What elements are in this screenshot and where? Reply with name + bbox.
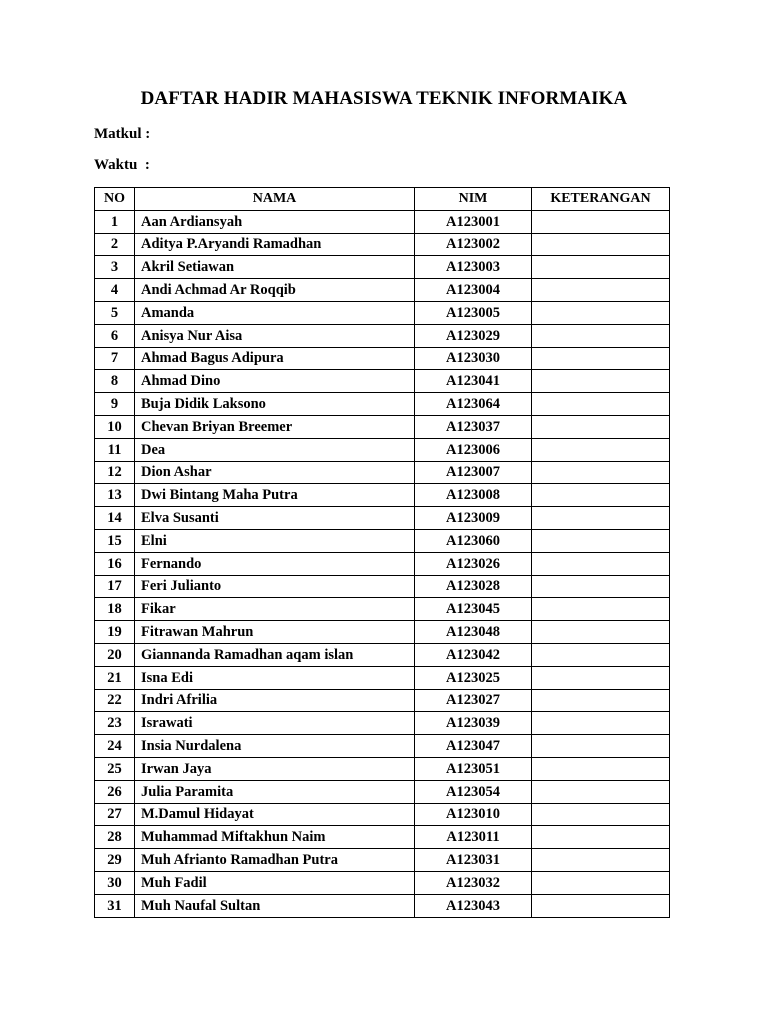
- table-row: [95, 894, 670, 917]
- cell-nim: A123041: [415, 370, 532, 393]
- cell-keterangan: [532, 780, 670, 803]
- table-row: [95, 370, 670, 393]
- cell-nama: Dion Ashar: [135, 461, 415, 484]
- table-row: [95, 826, 670, 849]
- cell-no: 20: [95, 643, 135, 666]
- cell-no: 7: [95, 347, 135, 370]
- cell-nim: A123011: [415, 826, 532, 849]
- cell-nim: A123002: [415, 233, 532, 256]
- matkul-label: Matkul :: [94, 126, 151, 142]
- cell-nim: A123060: [415, 529, 532, 552]
- cell-keterangan: [532, 210, 670, 233]
- cell-nama: Elni: [135, 529, 415, 552]
- table-row: [95, 689, 670, 712]
- cell-keterangan: [532, 279, 670, 302]
- table-row: [95, 324, 670, 347]
- cell-keterangan: [532, 803, 670, 826]
- cell-keterangan: [532, 621, 670, 644]
- cell-nim: A123001: [415, 210, 532, 233]
- column-header-keterangan: KETERANGAN: [532, 188, 670, 211]
- cell-nama: Muh Fadil: [135, 871, 415, 894]
- cell-nama: Aan Ardiansyah: [135, 210, 415, 233]
- cell-nim: A123042: [415, 643, 532, 666]
- cell-nim: A123009: [415, 507, 532, 530]
- cell-nama: Amanda: [135, 301, 415, 324]
- cell-nama: Israwati: [135, 712, 415, 735]
- cell-keterangan: [532, 712, 670, 735]
- cell-nama: Andi Achmad Ar Roqqib: [135, 279, 415, 302]
- cell-no: 12: [95, 461, 135, 484]
- column-header-no: NO: [95, 188, 135, 211]
- cell-nim: A123043: [415, 894, 532, 917]
- cell-no: 18: [95, 598, 135, 621]
- cell-nim: A123004: [415, 279, 532, 302]
- cell-no: 30: [95, 871, 135, 894]
- cell-keterangan: [532, 757, 670, 780]
- table-row: [95, 438, 670, 461]
- cell-keterangan: [532, 735, 670, 758]
- cell-nim: A123039: [415, 712, 532, 735]
- cell-no: 8: [95, 370, 135, 393]
- cell-no: 4: [95, 279, 135, 302]
- page-title: DAFTAR HADIR MAHASISWA TEKNIK INFORMAIKA: [140, 88, 628, 109]
- cell-no: 17: [95, 575, 135, 598]
- cell-keterangan: [532, 507, 670, 530]
- table-row: [95, 233, 670, 256]
- cell-nim: A123054: [415, 780, 532, 803]
- cell-nama: Muhammad Miftakhun Naim: [135, 826, 415, 849]
- cell-no: 1: [95, 210, 135, 233]
- table-row: [95, 621, 670, 644]
- table-row: [95, 461, 670, 484]
- waktu-label: Waktu :: [94, 157, 150, 173]
- cell-nama: Fitrawan Mahrun: [135, 621, 415, 644]
- cell-keterangan: [532, 529, 670, 552]
- cell-nama: Dwi Bintang Maha Putra: [135, 484, 415, 507]
- table-row: [95, 484, 670, 507]
- table-row: [95, 849, 670, 872]
- cell-nama: Dea: [135, 438, 415, 461]
- cell-nim: A123032: [415, 871, 532, 894]
- cell-keterangan: [532, 575, 670, 598]
- table-row: [95, 871, 670, 894]
- cell-no: 31: [95, 894, 135, 917]
- header-row: [95, 188, 670, 211]
- table-row: [95, 643, 670, 666]
- cell-nama: Buja Didik Laksono: [135, 393, 415, 416]
- cell-nim: A123008: [415, 484, 532, 507]
- cell-nim: A123028: [415, 575, 532, 598]
- cell-no: 19: [95, 621, 135, 644]
- cell-nim: A123064: [415, 393, 532, 416]
- table-row: [95, 712, 670, 735]
- table-row: [95, 735, 670, 758]
- cell-nim: A123005: [415, 301, 532, 324]
- cell-keterangan: [532, 871, 670, 894]
- table-row: [95, 279, 670, 302]
- cell-nama: Indri Afrilia: [135, 689, 415, 712]
- table-row: [95, 415, 670, 438]
- cell-no: 21: [95, 666, 135, 689]
- cell-no: 16: [95, 552, 135, 575]
- cell-no: 14: [95, 507, 135, 530]
- cell-nim: A123030: [415, 347, 532, 370]
- cell-no: 13: [95, 484, 135, 507]
- cell-no: 29: [95, 849, 135, 872]
- cell-nim: A123029: [415, 324, 532, 347]
- cell-no: 26: [95, 780, 135, 803]
- table-row: [95, 301, 670, 324]
- cell-nama: Aditya P.Aryandi Ramadhan: [135, 233, 415, 256]
- cell-nim: A123010: [415, 803, 532, 826]
- table-body: [95, 210, 670, 917]
- cell-keterangan: [532, 370, 670, 393]
- cell-nim: A123003: [415, 256, 532, 279]
- cell-nama: Fikar: [135, 598, 415, 621]
- cell-keterangan: [532, 438, 670, 461]
- cell-keterangan: [532, 233, 670, 256]
- cell-nama: Julia Paramita: [135, 780, 415, 803]
- cell-nim: A123051: [415, 757, 532, 780]
- cell-nama: M.Damul Hidayat: [135, 803, 415, 826]
- table-row: [95, 393, 670, 416]
- attendance-table: [94, 187, 670, 918]
- cell-no: 22: [95, 689, 135, 712]
- cell-keterangan: [532, 894, 670, 917]
- cell-nama: Insia Nurdalena: [135, 735, 415, 758]
- cell-no: 11: [95, 438, 135, 461]
- cell-nim: A123048: [415, 621, 532, 644]
- cell-nama: Elva Susanti: [135, 507, 415, 530]
- cell-nim: A123007: [415, 461, 532, 484]
- cell-nama: Giannanda Ramadhan aqam islan: [135, 643, 415, 666]
- cell-keterangan: [532, 689, 670, 712]
- cell-keterangan: [532, 301, 670, 324]
- table-header: [95, 188, 670, 211]
- column-header-nama: NAMA: [135, 188, 415, 211]
- cell-nama: Muh Naufal Sultan: [135, 894, 415, 917]
- cell-nama: Irwan Jaya: [135, 757, 415, 780]
- table-row: [95, 507, 670, 530]
- cell-nama: Chevan Briyan Breemer: [135, 415, 415, 438]
- cell-keterangan: [532, 598, 670, 621]
- cell-no: 5: [95, 301, 135, 324]
- table-row: [95, 803, 670, 826]
- cell-no: 28: [95, 826, 135, 849]
- cell-nim: A123025: [415, 666, 532, 689]
- table-row: [95, 210, 670, 233]
- cell-no: 3: [95, 256, 135, 279]
- cell-keterangan: [532, 256, 670, 279]
- cell-nama: Muh Afrianto Ramadhan Putra: [135, 849, 415, 872]
- cell-nim: A123031: [415, 849, 532, 872]
- cell-nim: A123037: [415, 415, 532, 438]
- column-header-nim: NIM: [415, 188, 532, 211]
- cell-keterangan: [532, 461, 670, 484]
- cell-keterangan: [532, 826, 670, 849]
- cell-no: 27: [95, 803, 135, 826]
- cell-nama: Ahmad Dino: [135, 370, 415, 393]
- table-row: [95, 666, 670, 689]
- cell-no: 6: [95, 324, 135, 347]
- cell-nim: A123026: [415, 552, 532, 575]
- table-row: [95, 529, 670, 552]
- table-row: [95, 347, 670, 370]
- cell-nama: Akril Setiawan: [135, 256, 415, 279]
- cell-no: 15: [95, 529, 135, 552]
- cell-nim: A123047: [415, 735, 532, 758]
- cell-nama: Feri Julianto: [135, 575, 415, 598]
- cell-no: 24: [95, 735, 135, 758]
- cell-no: 2: [95, 233, 135, 256]
- table-row: [95, 256, 670, 279]
- cell-keterangan: [532, 324, 670, 347]
- cell-no: 23: [95, 712, 135, 735]
- cell-keterangan: [532, 666, 670, 689]
- cell-nim: A123006: [415, 438, 532, 461]
- cell-nim: A123045: [415, 598, 532, 621]
- table-row: [95, 552, 670, 575]
- cell-no: 25: [95, 757, 135, 780]
- cell-nama: Anisya Nur Aisa: [135, 324, 415, 347]
- table-row: [95, 598, 670, 621]
- cell-nim: A123027: [415, 689, 532, 712]
- cell-nama: Ahmad Bagus Adipura: [135, 347, 415, 370]
- cell-nama: Fernando: [135, 552, 415, 575]
- table-row: [95, 575, 670, 598]
- cell-keterangan: [532, 552, 670, 575]
- cell-keterangan: [532, 643, 670, 666]
- table-row: [95, 780, 670, 803]
- cell-nama: Isna Edi: [135, 666, 415, 689]
- cell-keterangan: [532, 484, 670, 507]
- cell-no: 9: [95, 393, 135, 416]
- cell-keterangan: [532, 393, 670, 416]
- cell-no: 10: [95, 415, 135, 438]
- table-row: [95, 757, 670, 780]
- cell-keterangan: [532, 415, 670, 438]
- cell-keterangan: [532, 347, 670, 370]
- cell-keterangan: [532, 849, 670, 872]
